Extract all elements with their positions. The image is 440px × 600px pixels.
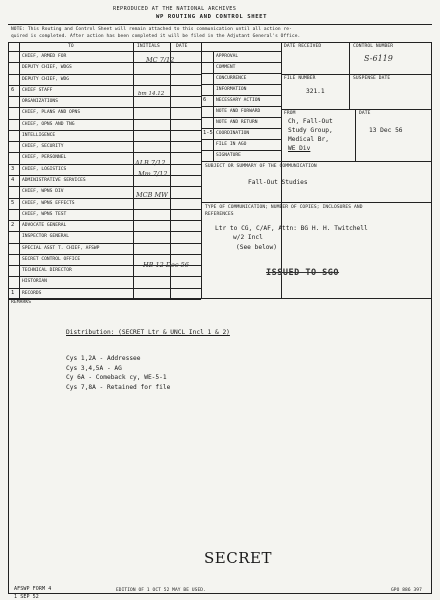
communication-line-3: (See below) xyxy=(236,244,277,251)
routing-row-label: INTELLIGENCE xyxy=(22,132,56,138)
note-line-1: NOTE: This Routing and Control Sheet will remain attached to this communication until all action re- xyxy=(11,27,292,32)
routing-row-label: INSPECTOR GENERAL xyxy=(22,234,70,240)
remarks-label: REMARKS xyxy=(11,300,32,305)
routing-row-divider xyxy=(8,220,201,221)
routing-row-divider xyxy=(8,119,201,120)
routing-row-number: 1 xyxy=(11,289,15,296)
routing-row-label: HISTORIAN xyxy=(22,279,47,285)
action-row-number: 6 xyxy=(203,97,207,103)
handwritten-initials-5: MCB MW xyxy=(136,191,168,199)
distribution-item: Cys 3,4,5A - AG xyxy=(66,364,122,372)
action-row-divider xyxy=(201,128,281,129)
distribution-item: Cys 7,8A - Retained for file xyxy=(66,383,171,391)
routing-row-divider xyxy=(8,175,201,176)
from-line-2: Study Group, xyxy=(288,127,333,134)
communication-label-2: REFERENCES xyxy=(205,212,234,217)
routing-row-label: CHIEF, PERSONNEL xyxy=(22,155,67,161)
routing-row-label: CHIEF, WPNS DIV xyxy=(22,189,64,195)
from-line-4: WE Div xyxy=(288,145,311,152)
action-row-label: COORDINATION xyxy=(216,131,250,136)
routing-row-divider xyxy=(8,141,201,142)
archives-stamp: REPRODUCED AT THE NATIONAL ARCHIVES xyxy=(113,6,237,12)
edition-note: EDITION OF 1 OCT 52 MAY BE USED. xyxy=(116,588,206,593)
action-row-label: NECESSARY ACTION xyxy=(216,98,261,103)
action-row-divider xyxy=(201,139,281,140)
subject-value: Fall-Out Studies xyxy=(248,179,308,186)
handwritten-initials-6: HB 12 Dec 56 xyxy=(143,261,189,269)
routing-row-divider xyxy=(8,231,201,232)
routing-row-number: 5 xyxy=(11,199,15,206)
action-row-divider xyxy=(201,150,281,151)
routing-row-divider xyxy=(8,254,201,255)
routing-row-divider xyxy=(8,276,201,277)
communication-label-1: TYPE OF COMMUNICATION; NUMBER OF COPIES; INCLOSURES AND xyxy=(205,205,363,210)
note-line-2: quired is completed. After action has been completed it will be filed in the Adjutant General's Office. xyxy=(11,34,301,39)
routing-row-divider xyxy=(8,130,201,131)
distribution-item: Cys 1,2A - Addressee xyxy=(66,355,141,362)
action-row-label: INFORMATION xyxy=(216,87,247,92)
routing-row-divider xyxy=(8,186,201,187)
form-title: WP ROUTING AND CONTROL SHEET xyxy=(156,14,268,20)
routing-row-number: 2 xyxy=(11,222,15,229)
file-number-value: 321.1 xyxy=(306,88,325,95)
routing-row-divider xyxy=(8,243,201,244)
routing-row-divider xyxy=(8,107,201,108)
routing-row-label: CHIEF, ARMED FOR xyxy=(22,54,67,59)
routing-row-label: RECORDS xyxy=(22,290,42,296)
action-row-label: NOTE AND RETURN xyxy=(216,120,258,125)
from-line-1: Ch, Fall-Out xyxy=(288,118,333,125)
routing-row-label: TECHNICAL DIRECTOR xyxy=(22,268,72,274)
routing-row-number: 3 xyxy=(11,165,15,172)
routing-row-divider xyxy=(8,85,201,86)
control-number-label: CONTROL NUMBER xyxy=(353,44,394,49)
action-row-label: FILE IN AGO xyxy=(216,142,247,147)
action-row-label: CONCURRENCE xyxy=(216,76,247,81)
distribution-line: Distribution: (SECRET Ltr & UNCL Incl 1 & 2) xyxy=(66,329,230,336)
action-row-divider xyxy=(201,117,281,118)
classification-marking: SECRET xyxy=(204,549,272,567)
action-row-divider xyxy=(201,62,281,63)
handwritten-initials-3: ALB 7/12 xyxy=(135,159,166,167)
routing-row-label: DEPUTY CHIEF, WDGS xyxy=(22,65,72,71)
routing-row-divider xyxy=(8,299,201,300)
date-value: 13 Dec 56 xyxy=(369,127,403,134)
routing-row-divider xyxy=(8,96,201,97)
issued-stamp: ISSUED TO SGO xyxy=(266,268,340,278)
routing-row-label: CHIEF, LOGISTICS xyxy=(22,166,67,172)
form-number-stamp: AFSWP FORM 4 xyxy=(14,586,52,592)
suspense-date-label: SUSPENSE DATE xyxy=(353,76,391,81)
from-line-3: Medical Br, xyxy=(288,136,329,143)
action-row-divider xyxy=(201,95,281,96)
routing-row-label: CHIEF, WPNS EFFECTS xyxy=(22,200,75,206)
action-row-label: APPROVAL xyxy=(216,54,239,59)
action-row-label: NOTE AND FORWARD xyxy=(216,109,261,114)
routing-row-number: 6 xyxy=(11,86,15,93)
action-row-label: COMMENT xyxy=(216,65,236,70)
from-label: FROM xyxy=(284,111,296,116)
routing-row-divider xyxy=(8,209,201,210)
communication-line-1: Ltr to CG, C/AF, Attn: BG H. H. Twitchell xyxy=(215,225,368,232)
file-number-label: FILE NUMBER xyxy=(284,76,316,81)
routing-row-divider xyxy=(8,288,201,289)
routing-row-divider xyxy=(8,152,201,153)
action-row-number: 1-5 xyxy=(203,130,213,136)
subject-label: SUBJECT OR SUMMARY OF THE COMMUNICATION xyxy=(205,164,317,169)
communication-line-2: w/2 Incl xyxy=(233,234,263,241)
routing-row-divider xyxy=(8,198,201,199)
date-label: DATE xyxy=(359,111,371,116)
routing-row-label: CHIEF, OPNS AND TNG xyxy=(22,121,75,127)
action-row-divider xyxy=(201,106,281,107)
routing-row-label: SECRET CONTROL OFFICE xyxy=(22,256,81,262)
control-number-value: S-6119 xyxy=(364,54,393,63)
date-received-label: DATE RECEIVED xyxy=(284,44,322,49)
routing-row-label: CHIEF, WPNS TEST xyxy=(22,211,67,217)
handwritten-initials-4: Mm 7/12 xyxy=(138,170,168,178)
gpo-number: GPO 886 397 xyxy=(391,588,422,593)
routing-row-label: DEPUTY CHIEF, WDG xyxy=(22,76,70,82)
routing-row-divider xyxy=(8,74,201,75)
column-header-initials: INITIALS xyxy=(137,44,160,49)
routing-row-label: SPECIAL ASST T. CHIEF, AFSWP xyxy=(22,245,100,251)
action-row-label: SIGNATURE xyxy=(216,153,241,158)
action-row-divider xyxy=(201,84,281,85)
routing-row-label: CHIEF STAFF xyxy=(22,87,53,93)
handwritten-initials-1: MC 7/12 xyxy=(146,56,175,64)
column-header-date: DATE xyxy=(176,44,188,49)
handwritten-initials-2: bm 14.12 xyxy=(138,91,165,97)
routing-row-number: 4 xyxy=(11,176,15,183)
form-date-stamp: 1 SEP 52 xyxy=(14,594,39,600)
routing-row-label: ADMINISTRATIVE SERVICES xyxy=(22,177,86,183)
routing-row-label: CHIEF, PLANS AND OPNS xyxy=(22,110,81,116)
column-header-to: TO xyxy=(68,44,74,49)
routing-row-label: ORGANIZATIONS xyxy=(22,99,58,105)
routing-row-label: ADVOCATE GENERAL xyxy=(22,223,67,229)
routing-sheet-document xyxy=(8,6,432,600)
routing-row-divider xyxy=(8,164,201,165)
action-row-divider xyxy=(201,73,281,74)
routing-row-label: CHIEF, SECURITY xyxy=(22,144,64,150)
distribution-item: Cy 6A - Comeback cy, WE-5-1 xyxy=(66,374,167,381)
